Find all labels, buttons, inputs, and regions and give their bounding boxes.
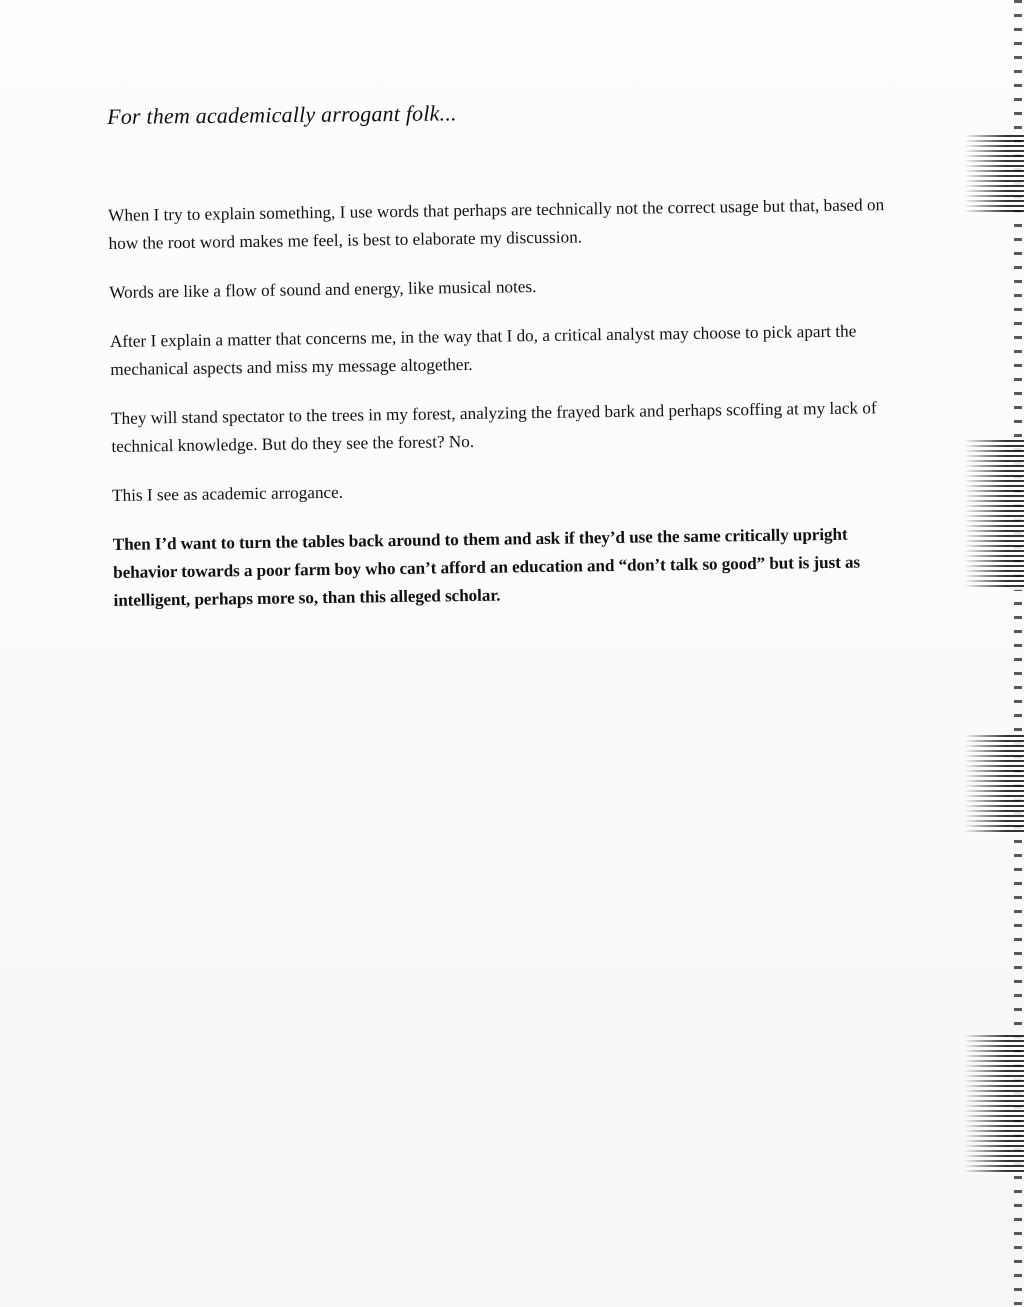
paragraph-2: Words are like a flow of sound and energy, like musical notes.: [109, 277, 537, 302]
paragraph-3: After I explain a matter that concerns me, in the way that I do, a critical analyst may choose to pick apart the mechanical aspects and miss my message altogether.: [109, 321, 857, 379]
binding-edge: [964, 0, 1024, 1307]
paragraph-6: Then I’d want to turn the tables back around to them and ask if they’d use the same critically upright behavior towards a poor farm boy who can’t afford an education and “don’t talk so good” but is just as intelligent, perhaps more so, than this alleged scholar.: [112, 524, 861, 610]
scan-smudge-4: [964, 1035, 1024, 1175]
page-title: For them academically arrogant folk...: [107, 100, 457, 129]
scan-smudge-1: [964, 135, 1024, 215]
paragraph-1: When I try to explain something, I use words that perhaps are technically not the correct usage but that, based on how the root word makes me feel, is best to elaborate my discussion.: [108, 195, 885, 253]
paragraph-4: They will stand spectator to the trees in my forest, analyzing the frayed bark and perhaps scoffing at my lack of technical knowledge. But do they see the forest? No.: [110, 398, 877, 456]
scan-smudge-2: [964, 440, 1024, 590]
scan-smudge-3: [964, 735, 1024, 835]
paragraph-5: This I see as academic arrogance.: [111, 482, 344, 505]
body-text: [108, 191, 914, 636]
